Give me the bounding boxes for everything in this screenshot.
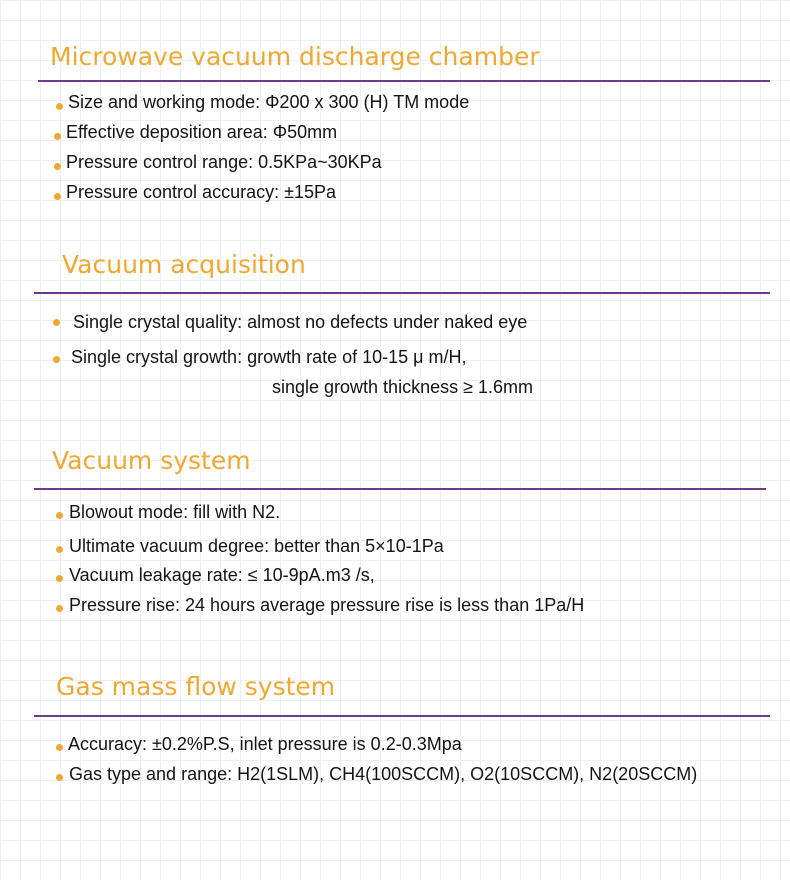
list-item-text: Single crystal quality: almost no defects under naked eye: [73, 312, 528, 332]
list-item-text: Pressure control range: 0.5KPa~30KPa: [66, 152, 382, 172]
section-title-discharge-chamber: Microwave vacuum discharge chamber: [50, 42, 540, 71]
bullet-icon: [56, 575, 63, 582]
bullet-icon: [54, 133, 61, 140]
section-title-gas-mass-flow: Gas mass flow system: [56, 672, 336, 701]
list-item-text: Single crystal growth: growth rate of 10-15 μ m/H,: [71, 347, 467, 367]
list-item-text: Accuracy: ±0.2%P.S, inlet pressure is 0.2-0.3Mpa: [68, 734, 462, 754]
section-title-vacuum-system: Vacuum system: [52, 446, 251, 475]
section-divider: [34, 488, 766, 490]
section-divider: [34, 715, 770, 717]
list-item-text: Vacuum leakage rate: ≤ 10-9pA.m3 /s,: [69, 565, 375, 585]
bullet-icon: [56, 103, 63, 110]
list-item-text: Gas type and range: H2(1SLM), CH4(100SCCM), O2(10SCCM), N2(20SCCM): [69, 764, 698, 784]
section-divider: [34, 292, 770, 294]
bullet-icon: [56, 744, 63, 751]
bullet-icon: [54, 193, 61, 200]
section-divider: [38, 80, 770, 82]
bullet-icon: [56, 774, 63, 781]
list-item-text: Pressure rise: 24 hours average pressure rise is less than 1Pa/H: [69, 595, 585, 615]
bullet-icon: [56, 605, 63, 612]
section-title-vacuum-acquisition: Vacuum acquisition: [62, 250, 306, 279]
list-item-text: Ultimate vacuum degree: better than 5×10-1Pa: [69, 536, 444, 556]
list-item-text: Size and working mode: Φ200 x 300 (H) TM mode: [68, 92, 470, 112]
bullet-icon: [56, 512, 63, 519]
bullet-icon: [54, 163, 61, 170]
bullet-icon: [53, 319, 60, 326]
bullet-icon: [56, 546, 63, 553]
bullet-icon: [53, 356, 60, 363]
list-item-text: single growth thickness ≥ 1.6mm: [272, 377, 533, 397]
list-item-text: Blowout mode: fill with N2.: [69, 502, 281, 522]
list-item-text: Effective deposition area: Φ50mm: [66, 122, 338, 142]
list-item-text: Pressure control accuracy: ±15Pa: [66, 182, 336, 202]
